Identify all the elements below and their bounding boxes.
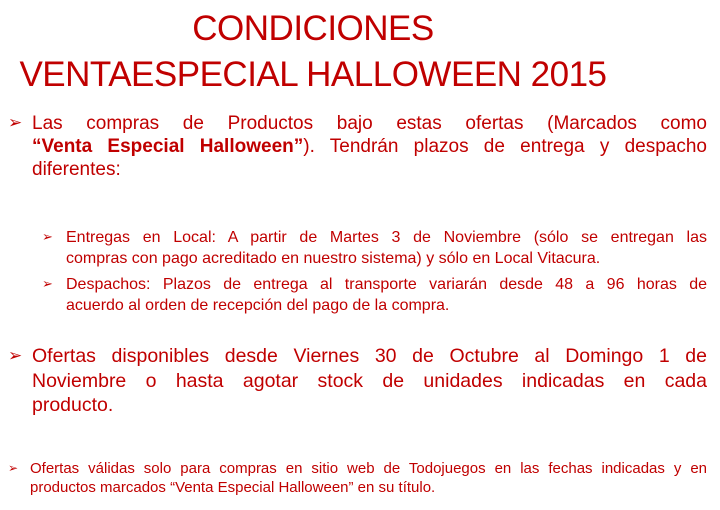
text-line <box>66 295 707 316</box>
text-segment: diferentes: <box>32 159 121 180</box>
bullet-footnote <box>8 459 707 497</box>
text-segment: Ofertas disponibles desde Viernes 30 de Octubre al Domingo 1 de <box>32 345 707 367</box>
arrow-bullet-icon: ➢ <box>42 230 53 245</box>
text-line <box>30 459 707 478</box>
text-line <box>32 393 707 418</box>
text-line <box>32 112 707 135</box>
text-segment: compras con pago acreditado en nuestro sistema) y sólo en Local Vitacura. <box>66 250 601 267</box>
sub-bullet-despachos <box>42 274 707 316</box>
text-line <box>66 274 707 295</box>
text-segment: producto. <box>32 394 114 416</box>
text-segment: productos marcados “Venta Especial Halloween” en su título. <box>30 479 436 496</box>
text-line <box>30 478 707 497</box>
text-line <box>66 248 707 269</box>
text-line <box>32 344 707 369</box>
sub-bullet-entregas <box>42 227 707 269</box>
text-segment: ). Tendrán plazos de entrega y despacho <box>303 136 707 157</box>
text-segment: Despachos: Plazos de entrega al transporte variarán desde 48 a 96 horas de <box>66 276 707 293</box>
text-segment: Ofertas válidas solo para compras en sitio web de Todojuegos en las fechas indicadas y en <box>30 460 707 477</box>
text-segment: Entregas en Local: A partir de Martes 3 de Noviembre (sólo se entregan las <box>66 229 707 246</box>
arrow-bullet-icon: ➢ <box>8 461 19 475</box>
bullet-footnote-text <box>30 459 707 497</box>
bullet-main-terms-text <box>32 112 707 181</box>
slide-title-line2: VENTAESPECIAL HALLOWEEN 2015 <box>19 55 607 94</box>
text-line <box>32 135 707 158</box>
arrow-bullet-icon: ➢ <box>8 113 23 133</box>
sub-bullet-list <box>42 227 707 316</box>
arrow-bullet-icon: ➢ <box>8 346 23 366</box>
bullet-main-dates <box>8 344 707 418</box>
sub-bullet-despachos-text <box>66 274 707 316</box>
text-segment: Las compras de Productos bajo estas ofertas (Marcados como <box>32 113 707 134</box>
text-line <box>32 158 707 181</box>
text-line <box>32 369 707 394</box>
slide-title <box>8 6 618 98</box>
text-segment-bold: “Venta Especial Halloween” <box>32 136 304 157</box>
sub-bullet-entregas-text <box>66 227 707 269</box>
text-segment: acuerdo al orden de recepción del pago de la compra. <box>66 297 450 314</box>
bullet-main-terms <box>8 112 707 181</box>
bullet-main-dates-text <box>32 344 707 418</box>
arrow-bullet-icon: ➢ <box>42 277 53 292</box>
text-line <box>66 227 707 248</box>
slide-title-line1: CONDICIONES <box>192 9 434 48</box>
text-segment: Noviembre o hasta agotar stock de unidades indicadas en cada <box>32 369 707 392</box>
